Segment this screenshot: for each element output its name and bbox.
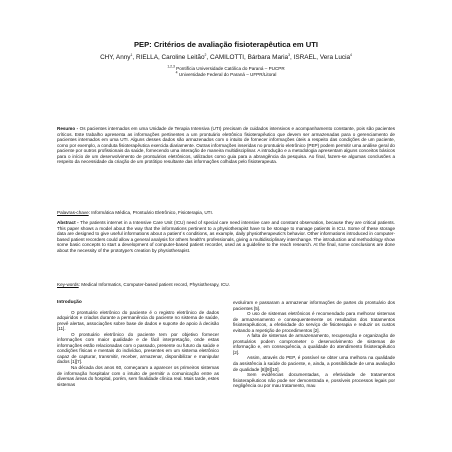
author-sup: 4	[350, 52, 352, 57]
affiliation-sup: 1,2,3	[167, 64, 175, 69]
paragraph: O prontuário eletrônico do paciente é o registro eletrônico de dados adquiridos e criados durante a permanência do paciente no sistema de saúde, prevê alertas, associações sobre base de dados e suporte de apoio à decisão [11].	[57, 309, 219, 332]
affiliation-text: Pontifícia Universidade Católica do Paraná – PUCPR	[176, 66, 285, 71]
resumo-text: Os pacientes internados em uma Unidade de Terapia Intensiva (UTI) precisam de cuidados intensivos e acompanhamento constante, pois são pacientes críticos. Este trabalho apresenta as informações pertinentes a um prontuário eletrônico fisioterapêutico que devem ser armazenadas para o gerenciamento de pacientes internados em uma UTI. Alguns desses dados são armazenados com o intuito de fornecer informações úteis a respeito das condições de um paciente, como por exemplo, a conduta fisioterapêutica exercida diariamente. Outras informações inseridas no prontuário eletrônico (PEP) podem permitir uma análise geral do paciente por outros profissionais da saúde, fornecendo uma interação de maneira multidisciplinar. A introdução e a metodologia apresentam alguns conceitos básicos para o início de um desenvolvimento de prontuários eletrônicos, utilizados como guia para a abrangência da pesquisa. Ao final, fazem-se algumas conclusões a respeito da necessidade da criação de um protótipo resultante das informações colhidas pelo fisioterapeuta.	[57, 126, 395, 165]
resumo-section: Resumo - Os pacientes internados em uma Unidade de Terapia Intensiva (UTI) precisam de cuidados intensivos e acompanhamento constante, pois são pacientes críticos. Este trabalho apresenta as informações pertinentes a um prontuário eletrônico fisioterapêutico que devem ser armazenadas para o gerenciamento de pacientes internados em uma UTI. Alguns desses dados são armazenados com o intuito de fornecer informações úteis a respeito das condições de um paciente, como por exemplo, a conduta fisioterapêutica exercida diariamente. Outras informações inseridas no prontuário eletrônico (PEP) podem permitir uma análise geral do paciente por outros profissionais da saúde, fornecendo uma interação de maneira multidisciplinar. A introdução e a metodologia apresentam alguns conceitos básicos para o início de um desenvolvimento de prontuários eletrônicos, utilizados como guia para a abrangência da pesquisa. Ao final, fazem-se algumas conclusões a respeito da necessidade da criação de um protótipo resultante das informações colhidas pelo fisioterapeuta.	[57, 126, 395, 165]
right-column	[233, 300, 395, 389]
author-list: CHY, Anny$^1$, RIELLA, Caroline Leitão$^2$, CAMILOTTI, Bárbara Maria$^3$, ISRAEL, Vera Lucia$^4$	[100, 52, 352, 61]
author-name: RIELLA, Caroline Leitão	[135, 54, 205, 61]
author-sup: 2	[204, 52, 207, 57]
resumo-label: Resumo	[57, 126, 76, 131]
affiliation-text: Universidade Federal do Paraná – UFPR/Litoral	[178, 72, 277, 77]
author-sup: 1	[130, 52, 133, 57]
left-column	[57, 300, 219, 387]
abstract-label: Abstract	[57, 220, 76, 225]
abstract-text: The patients internet in a Intensive Care Unit (ICU) need of special care need intensive care and constant observation, because they are critical patients. This paper shows a model about the way that the informations pertinent to a physiotherapist have to be storage to manage patients in ICU. Some of these storage data are designed to give useful informations about a patient´s conditions, as example, daily physiotherapeutic's behavior. Other informations introduced in computer-based patient recorders could allow a general analysis for others health's professionals, giving a multidisciplinary interchange. The introduction and methodology show some basic concepts to start a development of computer-based patient recorder, used as a guideline to the reach research. At the final, some conclusions are done about the necessity of the prototype's creation by physiotherapist.	[57, 220, 395, 253]
abstract-section: Abstract - The patients internet in a Intensive Care Unit (ICU) need of special care need intensive care and constant observation, because they are critical patients. This paper shows a model about the way that the informations pertinent to a physiotherapist have to be storage to manage patients in ICU. Some of these storage data are designed to give useful informations about a patient´s conditions, as example, daily physiotherapeutic's behavior. Other informations introduced in computer-based patient recorders could allow a general analysis for others health's professionals, giving a multidisciplinary interchange. The introduction and methodology show some basic concepts to start a development of computer-based patient recorder, used as a guideline to the reach research. At the final, some conclusions are done about the necessity of the prototype's creation by physiotherapist.	[57, 220, 395, 253]
paragraph: Sem evidências documentadas, a efetividade de tratamentos fisioterapêuticos não pode ser demonstrada e, possíveis processos legais por negligência ou por mau tratamento, mau	[233, 372, 395, 389]
palavras-chave-label: Palavras-chave	[57, 210, 89, 215]
paragraph: Assim, através do PEP, é possível se obter uma melhora na qualidade da assistência à saúde do paciente, e, ainda, a possibilidade de uma avaliação de qualidade [8][9][10].	[233, 355, 395, 372]
keywords-text: Medical Informatics, Computer-based patient record, Physiotherapy, ICU.	[81, 282, 231, 287]
paragraph: evoluíram e passaram a armazenar informações de partes do prontuário dos pacientes [5].	[233, 300, 395, 311]
author-sup: 3	[288, 52, 290, 57]
paragraph: O uso de sistemas eletrônicos é recomendado para melhorar sistemas de armazenamento e consequentemente os resultados dos tratamentos fisioterapêuticos, a efetividade do serviço de fisioterapia e reduzir os custos evitando a repetição de procedimentos [2].	[233, 311, 395, 333]
paragraph: O prontuário eletrônico do paciente tem por objetivo fornecer informações com maior qualidade e de fácil interpretação, onde estas informações estão relacionadas com o passado, presente ou futuro da saúde e condições físicas e mentais do indivíduo, presentes em um sistema eletrônico capaz de capturar, transmitir, receber, armazenar, disponibilizar e manipular dados [1][7].	[57, 331, 219, 365]
author-name: CAMILOTTI, Bárbara Maria	[209, 54, 289, 61]
author-name: CHY, Anny	[100, 54, 131, 61]
palavras-chave-section: Palavras-chave: Informática Médica, Prontuário Eletrônico, Fisioterapia, UTI.	[57, 210, 214, 215]
affiliation-sup: 4	[175, 70, 178, 75]
keywords-section: Key-words: Medical Informatics, Computer-based patient record, Physiotherapy, ICU.	[57, 282, 231, 287]
author-name: ISRAEL, Vera Lucia	[293, 54, 351, 61]
affiliation	[0, 72, 452, 78]
section-heading: Introdução	[57, 300, 82, 305]
palavras-chave-text: Informática Médica, Prontuário Eletrônico, Fisioterapia, UTI.	[91, 210, 214, 215]
paper-title: PEP: Critérios de avaliação fisioterapêutica em UTI	[133, 40, 318, 49]
keywords-label: Key-words	[57, 282, 79, 287]
paragraph: Na década dos anos 60, começaram a aparecer os primeiros sistemas de informação hospitalar com o intuito de permitir a comunicação entre as diversas áreas do hospital, porém, sem finalidade clínica real. Mais tarde, estes sistemas	[57, 365, 219, 387]
paragraph: A falta de sistemas de armazenamento, recuperação e organização de prontuários podem comprometer o desenvolvimento de sistemas de informação e, em consequência, a qualidade do atendimento fisioterapêutico [2].	[233, 333, 395, 355]
